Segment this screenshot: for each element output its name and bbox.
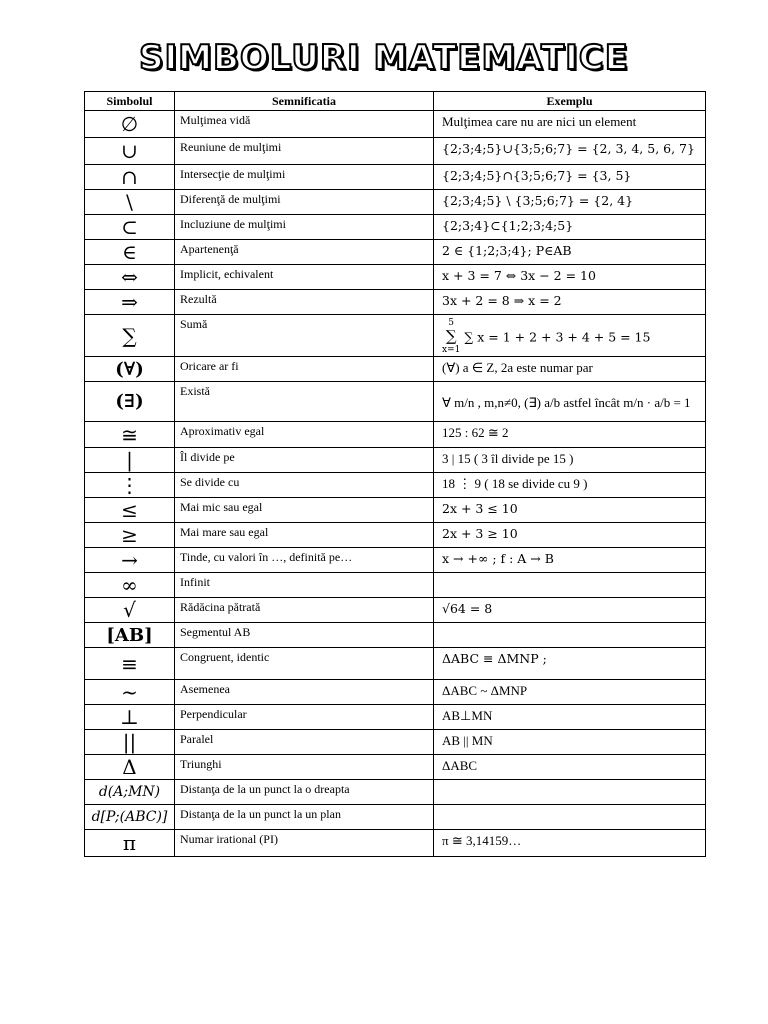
table-row xyxy=(85,780,706,805)
meaning-cell: Rădăcina pătrată xyxy=(175,598,434,623)
symbol-cell: ≥ xyxy=(85,523,175,548)
example-cell: {2;3;4;5}∩{3;5;6;7} = {3, 5} xyxy=(434,165,706,190)
header-symbol: Simbolul xyxy=(85,92,175,111)
meaning-cell: Distanţa de la un punct la un plan xyxy=(175,805,434,830)
meaning-cell: Se divide cu xyxy=(175,473,434,498)
table-row xyxy=(85,705,706,730)
example-cell: 2x + 3 ≥ 10 xyxy=(434,523,706,548)
example-cell: 125 : 62 ≅ 2 xyxy=(434,422,706,448)
example-cell: 2x + 3 ≤ 10 xyxy=(434,498,706,523)
page-title: SIMBOLURI MATEMATICE xyxy=(139,38,629,78)
example-cell: {2;3;4;5}∪{3;5;6;7} = {2, 3, 4, 5, 6, 7} xyxy=(434,138,706,165)
symbol-cell: π xyxy=(85,830,175,857)
table-row xyxy=(85,573,706,598)
table-row xyxy=(85,240,706,265)
symbols-table xyxy=(84,91,706,857)
meaning-cell: Tinde, cu valori în …, definită pe… xyxy=(175,548,434,573)
meaning-cell: Implicit, echivalent xyxy=(175,265,434,290)
symbol-cell: \ xyxy=(85,190,175,215)
symbol-cell: ⇒ xyxy=(85,290,175,315)
example-cell: x → +∞ ; f : A → B xyxy=(434,548,706,573)
meaning-cell: Sumă xyxy=(175,315,434,357)
meaning-cell: Oricare ar fi xyxy=(175,357,434,382)
table-row xyxy=(85,357,706,382)
symbol-cell: √ xyxy=(85,598,175,623)
example-cell xyxy=(434,623,706,648)
meaning-cell: Apartenenţă xyxy=(175,240,434,265)
meaning-cell: Asemenea xyxy=(175,680,434,705)
example-cell: 3x + 2 = 8 ⇒ x = 2 xyxy=(434,290,706,315)
symbol-cell: d[P;(ABC)] xyxy=(85,805,175,830)
symbol-cell: (∃) xyxy=(85,382,175,422)
symbol-cell: d(A;MN) xyxy=(85,780,175,805)
table-row xyxy=(85,805,706,830)
symbol-cell: ∑ xyxy=(85,315,175,357)
meaning-cell: Paralel xyxy=(175,730,434,755)
table-row xyxy=(85,382,706,422)
symbol-cell: || xyxy=(85,730,175,755)
symbol-cell: ∩ xyxy=(85,165,175,190)
table-row xyxy=(85,680,706,705)
table-row xyxy=(85,315,706,357)
example-cell: Mulţimea care nu are nici un element xyxy=(434,111,706,138)
meaning-cell: Distanţa de la un punct la o dreapta xyxy=(175,780,434,805)
table-row xyxy=(85,473,706,498)
table-row xyxy=(85,548,706,573)
symbol-cell: [AB] xyxy=(85,623,175,648)
sum-lower-limit: x=1 xyxy=(442,344,461,355)
symbol-cell: ~ xyxy=(85,680,175,705)
table-row xyxy=(85,111,706,138)
symbol-cell: ∅ xyxy=(85,111,175,138)
symbol-cell: ≅ xyxy=(85,422,175,448)
meaning-cell: Incluziune de mulţimi xyxy=(175,215,434,240)
meaning-cell: Îl divide pe xyxy=(175,448,434,473)
example-cell xyxy=(434,780,706,805)
meaning-cell: Perpendicular xyxy=(175,705,434,730)
example-cell: {2;3;4;5} \ {3;5;6;7} = {2, 4} xyxy=(434,190,706,215)
table-row xyxy=(85,448,706,473)
table-row xyxy=(85,215,706,240)
meaning-cell: Segmentul AB xyxy=(175,623,434,648)
example-cell: 3 | 15 ( 3 îl divide pe 15 ) xyxy=(434,448,706,473)
example-cell: √64 = 8 xyxy=(434,598,706,623)
example-cell: 2 ∈ {1;2;3;4}; P∈AB xyxy=(434,240,706,265)
table-row xyxy=(85,730,706,755)
meaning-cell: Intersecţie de mulţimi xyxy=(175,165,434,190)
symbol-cell: (∀) xyxy=(85,357,175,382)
example-cell: ΔABC ≡ ΔMNP ; xyxy=(434,648,706,680)
meaning-cell: Numar irational (PI) xyxy=(175,830,434,857)
meaning-cell: Triunghi xyxy=(175,755,434,780)
meaning-cell: Mai mare sau egal xyxy=(175,523,434,548)
sum-example-text: ∑ x = 1 + 2 + 3 + 4 + 5 = 15 xyxy=(464,329,651,344)
example-cell: AB || MN xyxy=(434,730,706,755)
symbol-cell: → xyxy=(85,548,175,573)
table-row xyxy=(85,598,706,623)
symbol-cell: ∈ xyxy=(85,240,175,265)
symbol-cell: ⊥ xyxy=(85,705,175,730)
meaning-cell: Există xyxy=(175,382,434,422)
example-cell: AB⊥MN xyxy=(434,705,706,730)
symbol-cell: ≡ xyxy=(85,648,175,680)
meaning-cell: Rezultă xyxy=(175,290,434,315)
symbol-cell: ∞ xyxy=(85,573,175,598)
meaning-cell: Mulţimea vidă xyxy=(175,111,434,138)
table-row xyxy=(85,648,706,680)
example-cell: ∀ m/n , m,n≠0, (∃) a/b astfel încât m/n · a/b = 1 xyxy=(434,382,706,422)
example-cell: ΔABC ~ ΔMNP xyxy=(434,680,706,705)
table-row xyxy=(85,265,706,290)
example-cell xyxy=(434,573,706,598)
table-row xyxy=(85,755,706,780)
table-row xyxy=(85,165,706,190)
meaning-cell: Reuniune de mulţimi xyxy=(175,138,434,165)
example-cell: 18 ⋮ 9 ( 18 se divide cu 9 ) xyxy=(434,473,706,498)
symbol-cell: | xyxy=(85,448,175,473)
meaning-cell: Diferenţă de mulţimi xyxy=(175,190,434,215)
table-row xyxy=(85,523,706,548)
meaning-cell: Mai mic sau egal xyxy=(175,498,434,523)
table-header-row xyxy=(85,92,706,111)
symbol-cell: ≤ xyxy=(85,498,175,523)
table-row xyxy=(85,138,706,165)
header-example: Exemplu xyxy=(434,92,706,111)
symbol-cell: Δ xyxy=(85,755,175,780)
meaning-cell: Infinit xyxy=(175,573,434,598)
example-cell: (∀) a ∈ Z, 2a este numar par xyxy=(434,357,706,382)
table-row xyxy=(85,190,706,215)
table-row xyxy=(85,623,706,648)
example-cell: x + 3 = 7 ⇔ 3x − 2 = 10 xyxy=(434,265,706,290)
example-cell: ΔABC xyxy=(434,755,706,780)
table-row xyxy=(85,290,706,315)
header-meaning: Semnificatia xyxy=(175,92,434,111)
symbol-cell: ∪ xyxy=(85,138,175,165)
symbol-cell: ⊂ xyxy=(85,215,175,240)
table-row xyxy=(85,422,706,448)
table-row xyxy=(85,830,706,857)
table-row xyxy=(85,498,706,523)
symbol-cell: ⋮ xyxy=(85,473,175,498)
example-cell: 5 ∑ x=1 ∑ x = 1 + 2 + 3 + 4 + 5 = 15 xyxy=(434,315,706,357)
symbol-cell: ⇔ xyxy=(85,265,175,290)
meaning-cell: Aproximativ egal xyxy=(175,422,434,448)
meaning-cell: Congruent, identic xyxy=(175,648,434,680)
example-cell: π ≅ 3,14159… xyxy=(434,830,706,857)
example-cell xyxy=(434,805,706,830)
sum-upper-limit: 5 xyxy=(448,317,455,328)
example-cell: {2;3;4}⊂{1;2;3;4;5} xyxy=(434,215,706,240)
